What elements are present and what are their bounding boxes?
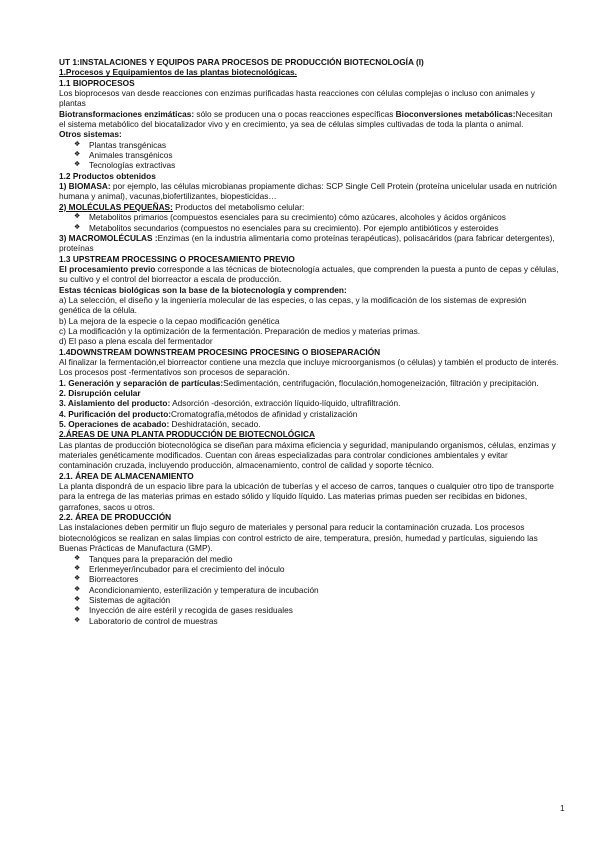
- paragraph-macromoleculas: 3) MACROMOLÉCULAS :Enzimas (en la industria alimentaria como proteínas terapéuticas), polisacáridos (para fabricar detergentes), proteínas: [59, 232, 555, 254]
- term-biomasa: 1) BIOMASA:: [59, 181, 111, 192]
- diamond-bullet-icon: ❖: [74, 616, 81, 624]
- page-number: 1: [560, 803, 565, 813]
- section-1-heading: 1.Procesos y Equipamientos de las plantas biotecnológicas.: [59, 67, 297, 78]
- diamond-bullet-icon: ❖: [74, 606, 81, 614]
- diamond-bullet-icon: ❖: [74, 575, 81, 583]
- list-produccion: [59, 554, 559, 626]
- term-procesamiento-previo: El procesamiento previo: [59, 263, 156, 274]
- paragraph-produccion: Las instalaciones deben permitir un flujo seguro de materiales y personal para reducir la contaminación cruzada. Los procesos biotecnológicos se realizan en salas limpias con control estricto de aire, temperatura, presión, humedad y partículas, siguiendo las Buenas Prácticas de Manufactura (GMP).: [59, 522, 538, 554]
- diamond-bullet-icon: ❖: [74, 161, 81, 169]
- diamond-bullet-icon: ❖: [74, 151, 81, 159]
- subheading-productos: 1.2 Productos obtenidos: [59, 170, 156, 181]
- term-acabado: 5. Operaciones de acabado:: [59, 419, 170, 430]
- term-bioconversiones: Bioconversiones metabólicas:: [395, 108, 516, 119]
- diamond-bullet-icon: ❖: [74, 223, 81, 231]
- document-body: [59, 57, 559, 626]
- paragraph-procesamiento-previo: El procesamiento previo corresponde a las técnicas de biotecnología actuales, que comprenden la puesta a punto de cepas y células, su cultivo y el control del biorreactor a escala de producción.: [59, 263, 559, 285]
- subheading-produccion: 2.2. ÁREA DE PRODUCCIÓN: [59, 512, 172, 523]
- paragraph-downstream: Al finalizar la fermentación,el biorreactor contiene una mezcla que incluye microorganismos (o células) y también el producto de interés. Los procesos post -fermentativos son procesos de separación.: [59, 356, 559, 378]
- page-title: UT 1:INSTALACIONES Y EQUIPOS PARA PROCESOS DE PRODUCCIÓN BIOTECNOLOGÍA (I): [59, 57, 424, 67]
- paragraph-almacenamiento: La planta dispondrá de un espacio libre para la ubicación de tuberías y el acceso de carros, tanques o cualquier otro tipo de transporte para la entrega de las materias primas en estado sólido y líquido líquido. Las materias primas pueden ser recibidas en bidones, garrafones, sacos u otros.: [59, 481, 554, 512]
- paragraph-biomasa: 1) BIOMASA: por ejemplo, las células microbianas propiamente dichas: SCP Single Cell Protein (proteína unicelular usada en nutrición humana y animal), vacunas,biofertilizantes, biopesticidas…: [59, 181, 557, 202]
- list-item: ❖ Sistemas de agitación: [74, 594, 171, 605]
- paragraph-generacion: 1. Generación y separación de partículas:Sedimentación, centrifugación, floculación,homogeneización, filtración y precipitación.: [59, 377, 539, 388]
- list-metabolitos: [59, 212, 559, 233]
- paragraph-purificacion: 4. Purificación del producto:Cromatografía,métodos de afinidad y cristalización: [59, 408, 358, 419]
- paragraph-bioprocesos: Los bioprocesos van desde reacciones con enzimas purificadas hasta reacciones con células complejas o incluso con animales y plantas: [59, 88, 535, 109]
- list-item: ❖ Acondicionamiento, esterilización y temperatura de incubación: [74, 584, 319, 595]
- diamond-bullet-icon: ❖: [74, 554, 81, 562]
- diamond-bullet-icon: ❖: [74, 564, 81, 572]
- paragraph-aislamiento: 3. Aislamiento del producto: Adsorción -desorción, extracción líquido-líquido, ultrafiltración.: [59, 398, 401, 409]
- diamond-bullet-icon: ❖: [74, 595, 81, 603]
- list-item: ❖ Biorreactores: [74, 574, 139, 585]
- diamond-bullet-icon: ❖: [74, 140, 81, 148]
- paragraph-areas: Las plantas de producción biotecnológica se diseñan para máxima eficiencia y seguridad, manipulando organismos, células, enzimas y materiales genéticamente modificados. Cuentan con áreas especializadas para controlar condiciones ambientales y evitar contaminación cruzada, incluyendo producción, almacenamiento, control de calidad y soporte técnico.: [59, 439, 556, 471]
- list-item: ❖ Metabolitos secundarios (compuestos no esenciales para su crecimiento). Por ejemplo antibióticos y esteroides: [74, 222, 499, 233]
- diamond-bullet-icon: ❖: [74, 213, 81, 221]
- list-item: ❖ Erlenmeyer/incubador para el crecimiento del inóculo: [74, 563, 285, 574]
- label-tecnicas: Estas técnicas biológicas son la base de la biotecnología y comprenden:: [59, 284, 347, 295]
- text-biotransformaciones: sólo se producen una o pocas reacciones específicas: [194, 108, 396, 119]
- term-generacion: 1. Generación y separación de partículas:: [59, 377, 224, 388]
- subheading-upstream: 1.3 UPSTREAM PROCESSING O PROCESAMIENTO PREVIO: [59, 253, 295, 264]
- list-item: ❖ Tanques para la preparación del medio: [74, 553, 233, 564]
- list-item: c) La modificación y la optimización de la fermentación. Preparación de medios y materias primas.: [59, 325, 421, 336]
- term-purificacion: 4. Purificación del producto:: [59, 408, 172, 419]
- term-aislamiento: 3. Aislamiento del producto:: [59, 398, 171, 409]
- list-item: ❖ Plantas transgénicas: [74, 139, 167, 150]
- list-item: b) La mejora de la especie o la cepao modificación genética: [59, 315, 280, 326]
- text-bioconversiones: Necesitan el sistema metabólico del biocatalizador vivo y en crecimiento, ya sea de células simples cultivadas de toda la planta o animal.: [59, 108, 553, 130]
- subheading-downstream: 1.4DOWNSTREAM DOWNSTREAM PROCESING PROCESING O BIOSEPARACIÓN: [59, 346, 381, 357]
- list-item: d) El paso a plena escala del fermentador: [59, 336, 213, 347]
- paragraph-moleculas: 2) MOLÉCULAS PEQUEÑAS: Productos del metabolismo celular:: [59, 201, 305, 212]
- term-macromoleculas: 3) MACROMOLÉCULAS :: [59, 232, 158, 243]
- list-item: ❖ Animales transgénicos: [74, 150, 173, 161]
- subheading-bioprocesos: 1.1 BIOPROCESOS: [59, 77, 135, 88]
- list-item: ❖ Metabolitos primarios (compuestos esenciales para su crecimiento) cómo azúcares, alcoholes y ácidos orgánicos: [74, 212, 506, 223]
- list-item: ❖ Tecnologías extractivas: [74, 160, 176, 171]
- diamond-bullet-icon: ❖: [74, 585, 81, 593]
- term-moleculas: 2) MOLÉCULAS PEQUEÑAS:: [59, 201, 173, 212]
- list-item: ❖ Inyección de aire estéril y recogida de gases residuales: [74, 605, 293, 616]
- list-item: a) La selección, el diseño y la ingeniería molecular de las especies, o las cepas, y la modificación de los sistemas de expresión genética de la célula.: [59, 294, 527, 316]
- term-disrupcion: 2. Disrupción celular: [59, 388, 141, 398]
- paragraph-biotransformaciones: [59, 109, 559, 130]
- list-otros-sistemas: [59, 140, 559, 171]
- label-otros-sistemas: Otros sistemas:: [59, 129, 122, 140]
- term-biotransformaciones: Biotransformaciones enzimáticas:: [59, 108, 195, 119]
- section-2-heading: 2.ÁREAS DE UNA PLANTA PRODUCCIÓN DE BIOTECNOLÓGICA: [59, 429, 315, 440]
- list-item: ❖ Laboratorio de control de muestras: [74, 615, 218, 626]
- subheading-almacenamiento: 2.1. ÁREA DE ALMACENAMIENTO: [59, 470, 194, 481]
- paragraph-acabado: 5. Operaciones de acabado: Deshidratación, secado.: [59, 419, 261, 430]
